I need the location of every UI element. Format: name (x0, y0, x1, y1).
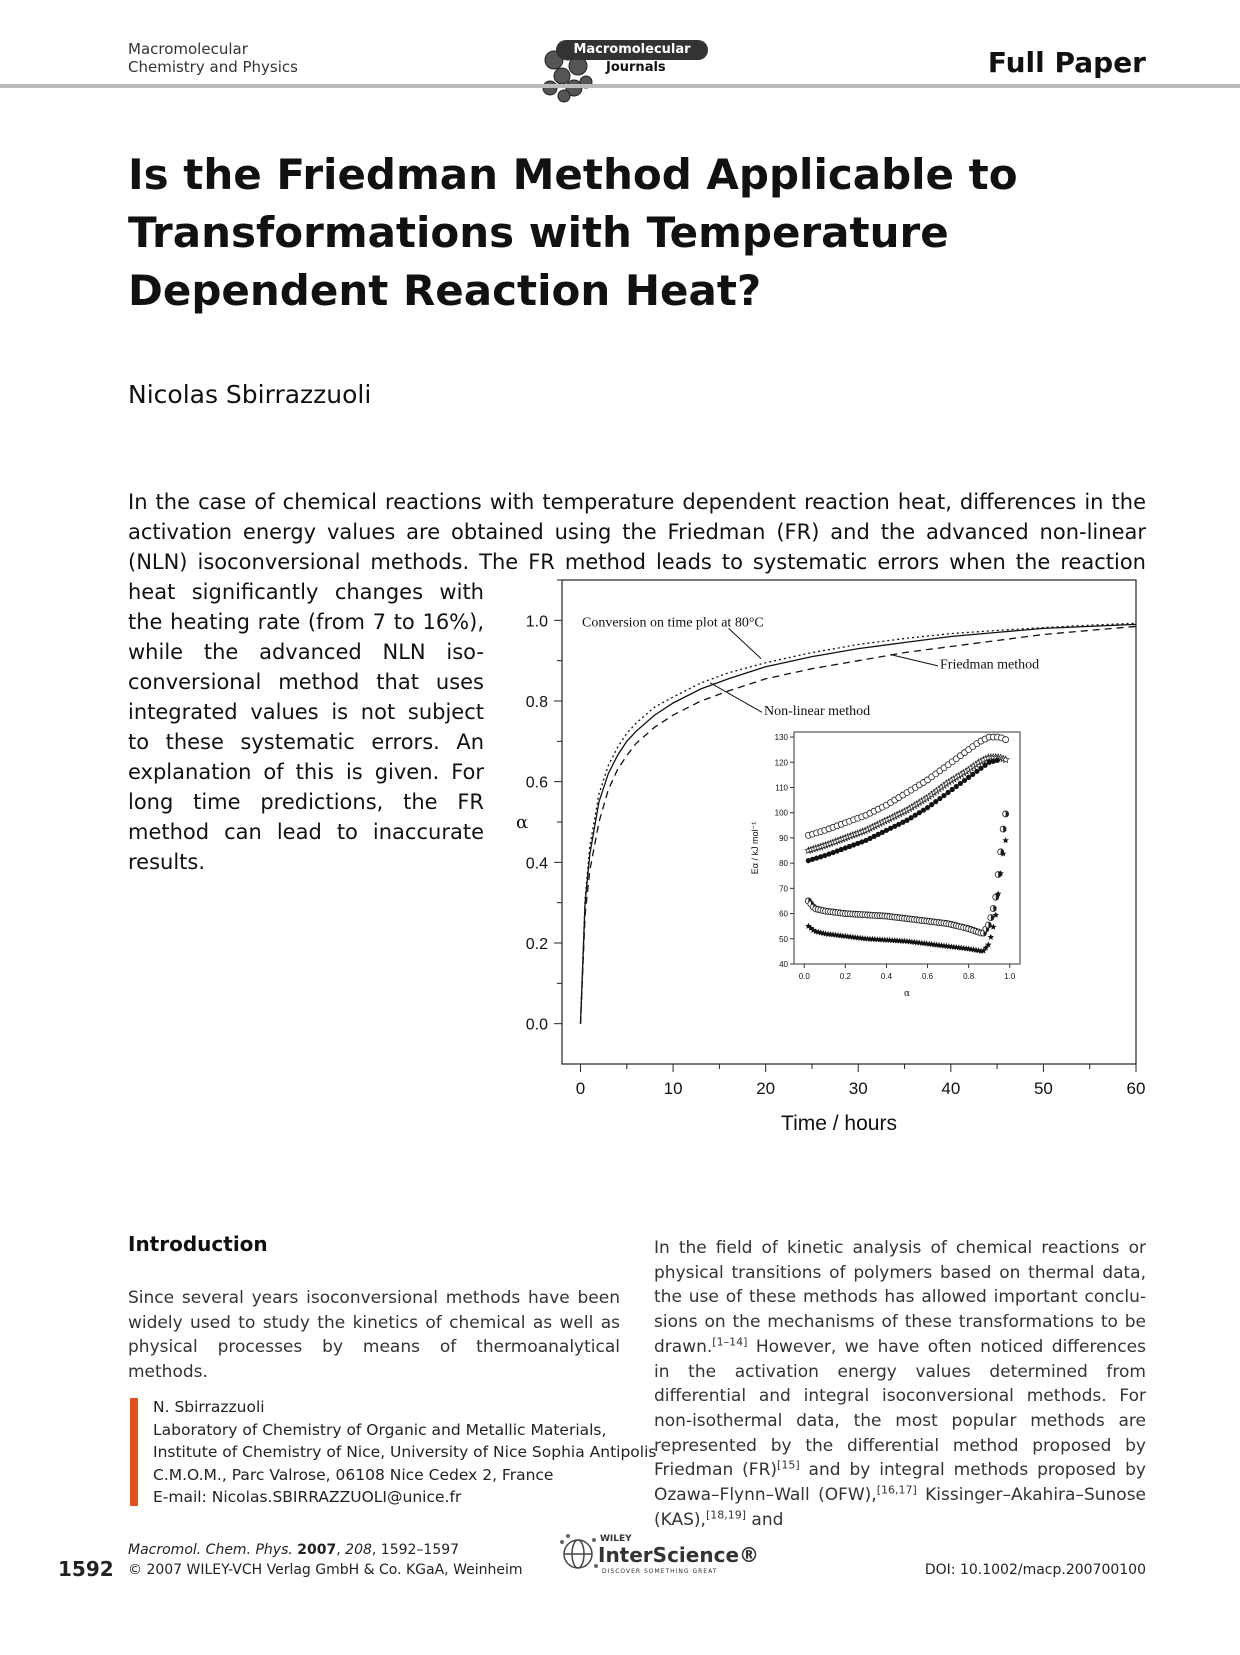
author-name: Nicolas Sbirrazzuoli (128, 380, 372, 409)
logo-wiley: WILEY (600, 1534, 632, 1544)
doi[interactable]: DOI: 10.1002/macp.200700100 (924, 1562, 1146, 1578)
pages: , 1592–1597 (371, 1542, 460, 1558)
inset-x-tick-label: 0.0 (798, 972, 810, 981)
annotation-label: Friedman method (940, 657, 1040, 673)
y-axis-label: α (516, 812, 529, 833)
inset-y-label: Eα / kJ mol⁻¹ (750, 821, 760, 875)
inset-y-tick-label: 110 (775, 783, 788, 793)
inset-y-tick-label: 100 (774, 808, 788, 818)
text-run: Kissinger–Akahira–Sunose (KAS), (654, 1485, 1147, 1530)
inset-y-tick-label: 120 (774, 758, 788, 768)
inset-y-tick-label: 40 (779, 960, 788, 969)
annotation-arrow (891, 655, 938, 666)
x-tick-label: 40 (941, 1079, 961, 1098)
header-rule (0, 84, 1240, 88)
inset-x-tick-label: 1.0 (1004, 972, 1016, 981)
y-tick-label: 0.6 (525, 774, 548, 792)
inset-x-tick-label: 0.4 (880, 972, 893, 981)
y-tick-label: 0.8 (525, 694, 548, 711)
section-heading: Introduction (128, 1232, 268, 1256)
copyright: © 2007 WILEY-VCH Verlag GmbH & Co. KGaA, Weinheim (128, 1562, 523, 1578)
affiliation-line: Laboratory of Chemistry of Organic and Metallic Materials, (153, 1420, 607, 1439)
inset-y-tick-label: 130 (774, 733, 788, 743)
affiliation-accent-bar (130, 1398, 138, 1506)
x-tick-label: 10 (663, 1079, 683, 1098)
inset-y-tick-label: 50 (779, 934, 788, 944)
citation-ref[interactable]: [15] (777, 1458, 800, 1472)
text-run: In the field of kinetic analysis of chemical reactions or physical transitions of polymers based on thermal data, the use of these methods has allowed important conclu-sions on the mechanisms of these transformations to be drawn. (654, 1238, 1146, 1357)
x-tick-label: 30 (848, 1079, 868, 1098)
affiliation-line: Institute of Chemistry of Nice, University of Nice Sophia Antipolis (153, 1443, 657, 1462)
logo-sublabel: Journals (606, 60, 666, 75)
abstract-top: In the case of chemical reactions with temperature dependent reaction heat, differences in the activation energy values are obtained using the Friedman (FR) and the advanced non-linear (NLN) isoconversional methods. The FR method leads to systematic errors when the reaction (128, 490, 1146, 574)
journal-name: Macromolecular Chemistry and Physics (128, 40, 298, 76)
citation-ref[interactable]: [1–14] (712, 1335, 748, 1349)
wiley-interscience-logo (556, 1532, 760, 1578)
inset-point (1003, 737, 1009, 743)
y-tick-label: 0.0 (525, 1016, 548, 1034)
annotation-arrow (729, 628, 761, 658)
logo-tagline: DISCOVER SOMETHING GREAT (602, 1568, 718, 1575)
inset-y-tick-label: 90 (779, 833, 788, 843)
article-type: Full Paper (987, 46, 1146, 79)
footer-citation: Macromol. Chem. Phys. 2007, 208, 1592–1597 © 2007 WILEY-VCH Verlag GmbH & Co. KGaA, Weinheim (128, 1542, 523, 1578)
inset-point (995, 758, 1000, 763)
inset-y-tick-label: 80 (779, 859, 788, 869)
graphical-abstract-chart (516, 580, 1150, 1150)
affiliation-name: N. Sbirrazzuoli (153, 1398, 265, 1416)
journal-abbr: Macromol. Chem. Phys. (128, 1542, 293, 1558)
inset-x-tick-label: 0.2 (839, 972, 851, 981)
text-run: and (746, 1509, 784, 1530)
affiliation-email[interactable]: E-mail: Nicolas.SBIRRAZZUOLI@unice.fr (153, 1488, 462, 1507)
page-number: 1592 (58, 1557, 114, 1581)
x-tick-label: 0 (575, 1079, 586, 1098)
annotation-label: Non-linear method (764, 704, 871, 720)
logo-interscience: InterScience® (598, 1543, 760, 1567)
inset-y-tick-label: 70 (779, 884, 788, 894)
x-tick-label: 20 (756, 1079, 776, 1098)
affiliation-line: C.M.O.M., Parc Valrose, 06108 Nice Cedex 2, France (153, 1465, 554, 1484)
text-run: However, we have often noticed differences in the activation energy values determined from differential and integral isoconversional methods. For non-isothermal data, the most popular methods are represented by the differential method proposed by Friedman (FR) (654, 1336, 1146, 1481)
inset-y-tick-label: 60 (779, 909, 788, 919)
inset-x-label: α (903, 989, 911, 999)
citation-ref[interactable]: [18,19] (705, 1508, 747, 1522)
paper-title: Is the Friedman Method Applicable to Transformations with Temperature Dependent Reaction Heat? (128, 150, 1018, 315)
inset-x-tick-label: 0.8 (963, 972, 975, 981)
x-tick-label: 60 (1126, 1079, 1146, 1098)
x-tick-label: 50 (1033, 1079, 1053, 1098)
inset-x-tick-label: 0.6 (921, 972, 934, 981)
text-run: and by integral methods proposed by Ozawa–Flynn–Wall (OFW), (654, 1460, 1146, 1506)
y-tick-label: 0.4 (525, 855, 548, 873)
affiliation-block (153, 1396, 656, 1509)
annotation-arrow (710, 683, 762, 712)
y-tick-label: 0.2 (525, 936, 548, 953)
y-tick-label: 1.0 (525, 613, 548, 631)
macromolecular-journals-logo (528, 26, 718, 106)
abstract-side: heat significantly changes with the heating rate (from 7 to 16%), while the advanced NLN iso-conversional method that uses integrated values is not subject to these systematic errors. An explanation of this is given. For long time predictions, the FR method can lead to inaccurate results. (128, 580, 484, 874)
volume: 208 (345, 1542, 372, 1558)
intro-paragraph: Since several years isoconversional methods have been widely used to study the kinetics of chemical as well as physical processes by means of thermoanalytical methods. (128, 1288, 620, 1383)
year: 2007 (297, 1542, 337, 1558)
annotation-label: Conversion on time plot at 80°C (582, 615, 764, 631)
right-column-paragraph (654, 1236, 1146, 1532)
citation-ref[interactable]: [16,17] (876, 1483, 917, 1497)
logo-label: Macromolecular (556, 40, 708, 60)
x-axis-label: Time / hours (781, 1112, 897, 1135)
